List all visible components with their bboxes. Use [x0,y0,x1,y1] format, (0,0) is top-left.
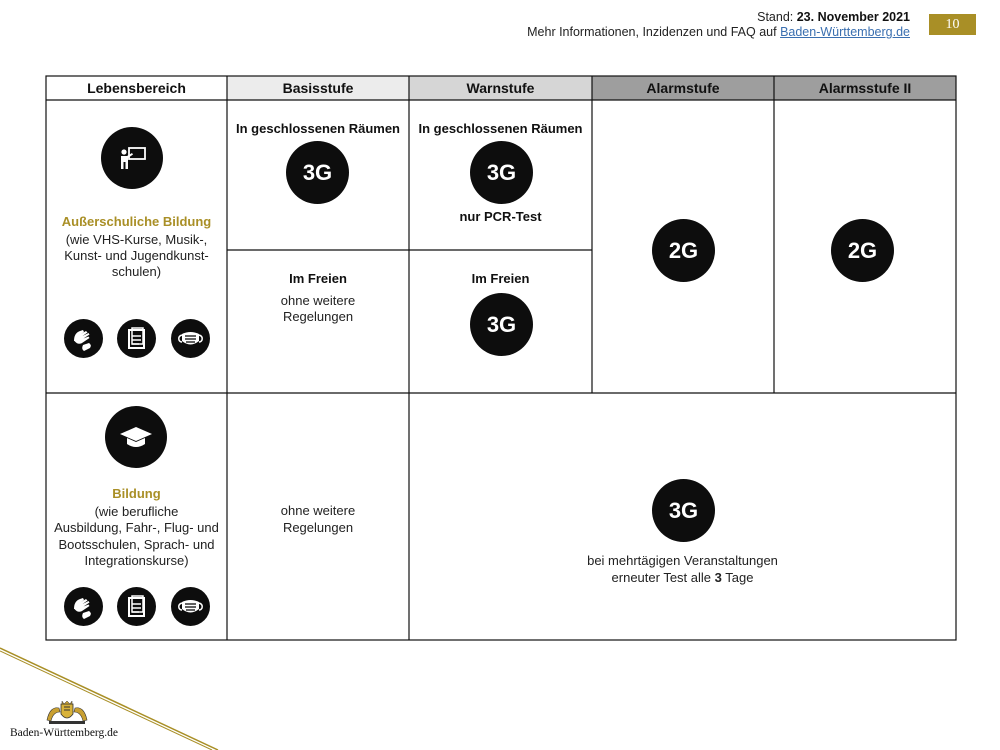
column-header-alarmstufe-2: Alarmsstufe II [818,80,912,96]
row1-basis-outdoor-cell [227,250,409,393]
row1-desc-line1: (wie VHS-Kurse, Musik-, [65,232,208,247]
row1-warn-indoor-title: In geschlossenen Räumen [418,121,583,136]
row1-desc-line2: Kunst- und Jugendkunst- [64,248,209,263]
row2-desc-line1: (wie berufliche [94,504,179,519]
row2-desc-line2: Ausbildung, Fahr-, Flug- und [54,520,219,535]
column-header-basisstufe: Basisstufe [282,80,354,96]
row2-title: Bildung [112,486,161,501]
row2-desc-line4: Integrationskurse) [84,553,189,568]
row2-basis-text2: Regelungen [282,520,354,535]
face-mask-icon [171,319,210,358]
presentation-teacher-icon [101,127,163,189]
row1-basis-outdoor-text1: ohne weitere [280,293,356,308]
row1-title: Außerschuliche Bildung [61,214,212,229]
row2-merged-text1: bei mehrtägigen Veranstaltungen [587,553,778,568]
row1-basis-outdoor-title: Im Freien [289,271,347,286]
row1-alarm2-cell [774,100,956,393]
row2-merged-badge: 3G [652,479,715,542]
page-number: 10 [929,14,976,35]
row1-warn-outdoor-title: Im Freien [471,271,530,286]
row1-warn-indoor-note: nur PCR-Test [459,209,542,224]
hand-hygiene-icon [64,587,103,626]
row1-lebensbereich-cell [46,100,227,393]
graduation-cap-icon [105,406,167,468]
row1-alarm-cell [592,100,774,393]
row2-merged-cell [409,393,956,640]
row1-basis-indoor-cell [227,100,409,250]
row1-alarm-badge: 2G [652,219,715,282]
coat-of-arms-logo [44,700,90,726]
column-header-warnstufe: Warnstufe [466,80,535,96]
row1-warn-outdoor-badge: 3G [470,293,533,356]
column-header-alarmstufe: Alarmstufe [646,80,720,96]
row2-desc-line3: Bootsschulen, Sprach- und [58,537,215,552]
row2-lebensbereich-cell [46,393,227,640]
info-link[interactable]: Baden-Württemberg.de [780,25,910,39]
row2-basis-cell [227,393,409,640]
footer-logo-text: Baden-Württemberg.de [10,727,119,739]
row1-warn-indoor-cell [409,100,592,250]
row1-alarm2-badge: 2G [831,219,894,282]
row1-desc-line3: schulen) [111,264,162,279]
hand-hygiene-icon [64,319,103,358]
row2-basis-text1: ohne weitere [280,503,356,518]
row1-basis-outdoor-text2: Regelungen [282,309,354,324]
row2-merged-text2: erneuter Test alle 3 Tage [611,570,754,585]
row1-warn-outdoor-cell [409,250,592,393]
row1-basis-indoor-badge: 3G [286,141,349,204]
contact-list-icon [117,587,156,626]
contact-list-icon [117,319,156,358]
header-info: Stand: 23. November 2021 Mehr Informationen, Inzidenzen und FAQ auf Baden-Württemberg.de [527,10,910,39]
row1-warn-indoor-badge: 3G [470,141,533,204]
column-header-lebensbereich: Lebensbereich [87,80,186,96]
row1-basis-indoor-title: In geschlossenen Räumen [236,121,400,136]
stand-date: 23. November 2021 [796,10,910,24]
face-mask-icon [171,587,210,626]
